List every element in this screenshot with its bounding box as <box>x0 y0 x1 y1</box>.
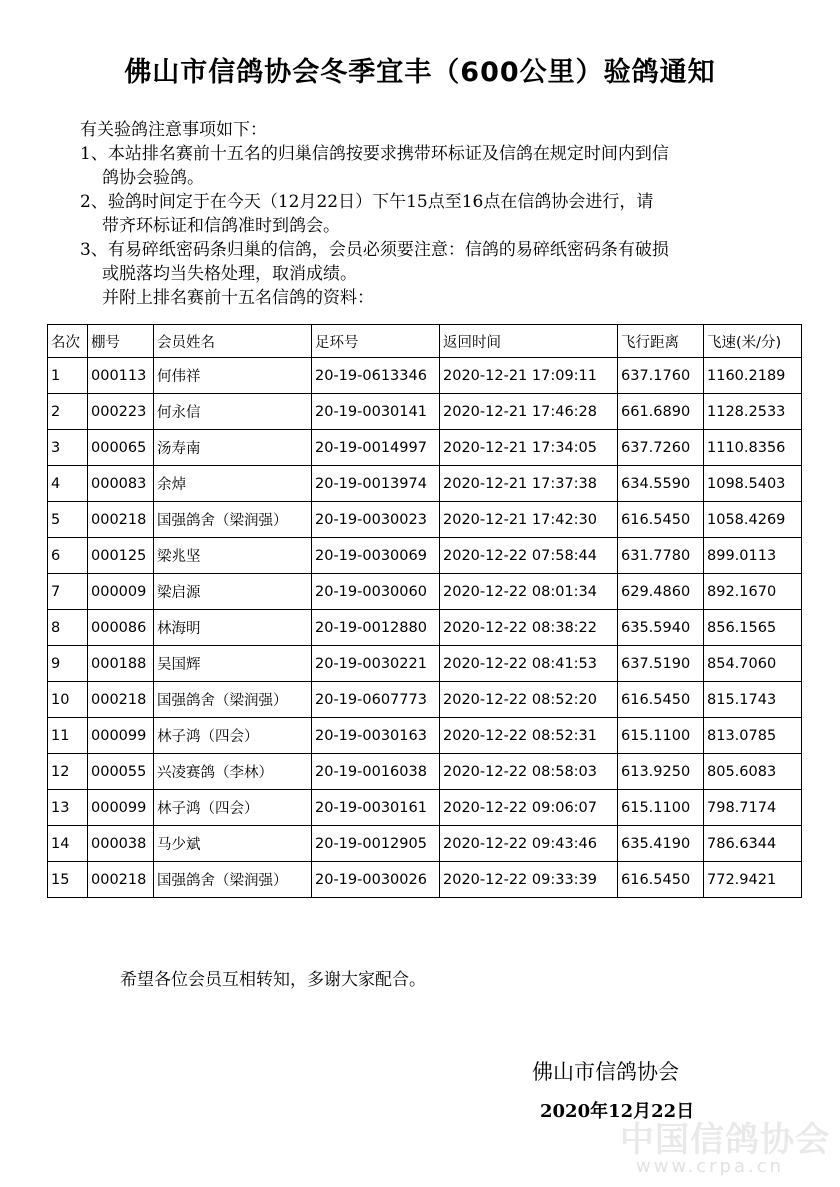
header-rank: 名次 <box>48 325 88 358</box>
rank-cell: 15 <box>48 862 88 898</box>
header-distance: 飞行距离 <box>618 325 704 358</box>
distance-cell: 637.5190 <box>618 646 704 682</box>
table-row <box>48 610 802 646</box>
distance-cell: 631.7780 <box>618 538 704 574</box>
return-time-cell: 2020-12-22 09:43:46 <box>440 826 618 862</box>
table-row <box>48 466 802 502</box>
distance-cell: 616.5450 <box>618 862 704 898</box>
return-time-cell: 2020-12-22 08:41:53 <box>440 646 618 682</box>
member-name-cell: 国强鸽舍（梁润强） <box>154 502 312 538</box>
return-time-cell: 2020-12-22 08:01:34 <box>440 574 618 610</box>
distance-cell: 634.5590 <box>618 466 704 502</box>
member-name-cell: 林子鸿（四会） <box>154 718 312 754</box>
page-title: 佛山市信鸽协会冬季宜丰（600公里）验鸽通知 <box>124 57 716 88</box>
member-name-cell: 国强鸽舍（梁润强） <box>154 862 312 898</box>
header-loft-no: 棚号 <box>88 325 154 358</box>
speed-cell: 892.1670 <box>704 574 802 610</box>
watermark-name: 中国信鸽协会 <box>620 1120 830 1160</box>
speed-cell: 772.9421 <box>704 862 802 898</box>
speed-cell: 856.1565 <box>704 610 802 646</box>
rank-cell: 12 <box>48 754 88 790</box>
speed-cell: 854.7060 <box>704 646 802 682</box>
header-member-name: 会员姓名 <box>154 325 312 358</box>
return-time-cell: 2020-12-22 09:33:39 <box>440 862 618 898</box>
member-name-cell: 梁启源 <box>154 574 312 610</box>
speed-cell: 1058.4269 <box>704 502 802 538</box>
distance-cell: 637.7260 <box>618 430 704 466</box>
rank-cell: 11 <box>48 718 88 754</box>
distance-cell: 616.5450 <box>618 502 704 538</box>
ring-no-cell: 20-19-0030060 <box>312 574 440 610</box>
distance-cell: 635.4190 <box>618 826 704 862</box>
ring-no-cell: 20-19-0030161 <box>312 790 440 826</box>
rank-cell: 7 <box>48 574 88 610</box>
watermark-url: www.crpa.cn <box>636 1156 785 1177</box>
notice-item-3-line-2: 或脱落均当失格处理，取消成绩。 <box>102 264 357 284</box>
ring-no-cell: 20-19-0016038 <box>312 754 440 790</box>
member-name-cell: 马少斌 <box>154 826 312 862</box>
return-time-cell: 2020-12-22 08:58:03 <box>440 754 618 790</box>
table-row <box>48 538 802 574</box>
notice-body <box>50 118 790 310</box>
return-time-cell: 2020-12-21 17:42:30 <box>440 502 618 538</box>
loft-no-cell: 000218 <box>88 862 154 898</box>
member-name-cell: 林海明 <box>154 610 312 646</box>
member-name-cell: 吴国辉 <box>154 646 312 682</box>
table-row <box>48 790 802 826</box>
notice-item-1-line-1: 1、本站排名赛前十五名的归巢信鸽按要求携带环标证及信鸽在规定时间内到信 <box>80 144 669 164</box>
speed-cell: 1160.2189 <box>704 358 802 394</box>
return-time-cell: 2020-12-21 17:34:05 <box>440 430 618 466</box>
table-row <box>48 826 802 862</box>
table-row <box>48 502 802 538</box>
ring-no-cell: 20-19-0012905 <box>312 826 440 862</box>
loft-no-cell: 000113 <box>88 358 154 394</box>
speed-cell: 815.1743 <box>704 682 802 718</box>
return-time-cell: 2020-12-21 17:37:38 <box>440 466 618 502</box>
rank-cell: 3 <box>48 430 88 466</box>
table-row <box>48 718 802 754</box>
return-time-cell: 2020-12-22 09:06:07 <box>440 790 618 826</box>
rank-cell: 5 <box>48 502 88 538</box>
loft-no-cell: 000038 <box>88 826 154 862</box>
notice-item-1-line-2: 鸽协会验鸽。 <box>102 168 204 188</box>
loft-no-cell: 000083 <box>88 466 154 502</box>
rank-cell: 13 <box>48 790 88 826</box>
member-name-cell: 何永信 <box>154 394 312 430</box>
rank-cell: 4 <box>48 466 88 502</box>
member-name-cell: 汤寿南 <box>154 430 312 466</box>
rank-cell: 8 <box>48 610 88 646</box>
notice-intro: 有关验鸽注意事项如下： <box>80 120 267 140</box>
speed-cell: 899.0113 <box>704 538 802 574</box>
table-row <box>48 754 802 790</box>
loft-no-cell: 000055 <box>88 754 154 790</box>
ring-no-cell: 20-19-0030026 <box>312 862 440 898</box>
rank-cell: 6 <box>48 538 88 574</box>
rank-cell: 2 <box>48 394 88 430</box>
member-name-cell: 国强鸽舍（梁润强） <box>154 682 312 718</box>
distance-cell: 616.5450 <box>618 682 704 718</box>
signature-org: 佛山市信鸽协会 <box>532 1060 679 1084</box>
table-row <box>48 394 802 430</box>
ring-no-cell: 20-19-0030069 <box>312 538 440 574</box>
notice-item-3-line-1: 3、有易碎纸密码条归巢的信鸽，会员必须要注意：信鸽的易碎纸密码条有破损 <box>80 240 669 260</box>
notice-appendix: 并附上排名赛前十五名信鸽的资料： <box>102 288 374 308</box>
loft-no-cell: 000218 <box>88 502 154 538</box>
rank-cell: 14 <box>48 826 88 862</box>
distance-cell: 613.9250 <box>618 754 704 790</box>
ring-no-cell: 20-19-0030023 <box>312 502 440 538</box>
member-name-cell: 林子鸿（四会） <box>154 790 312 826</box>
return-time-cell: 2020-12-22 07:58:44 <box>440 538 618 574</box>
ring-no-cell: 20-19-0030163 <box>312 718 440 754</box>
results-table <box>47 324 802 898</box>
speed-cell: 805.6083 <box>704 754 802 790</box>
header-return-time: 返回时间 <box>440 325 618 358</box>
ring-no-cell: 20-19-0613346 <box>312 358 440 394</box>
ring-no-cell: 20-19-0013974 <box>312 466 440 502</box>
return-time-cell: 2020-12-22 08:52:31 <box>440 718 618 754</box>
distance-cell: 615.1100 <box>618 790 704 826</box>
header-speed: 飞速(米/分) <box>704 325 802 358</box>
loft-no-cell: 000188 <box>88 646 154 682</box>
ring-no-cell: 20-19-0030221 <box>312 646 440 682</box>
signature-date: 2020年12月22日 <box>540 1101 695 1122</box>
return-time-cell: 2020-12-21 17:46:28 <box>440 394 618 430</box>
distance-cell: 661.6890 <box>618 394 704 430</box>
loft-no-cell: 000009 <box>88 574 154 610</box>
speed-cell: 813.0785 <box>704 718 802 754</box>
speed-cell: 1098.5403 <box>704 466 802 502</box>
return-time-cell: 2020-12-22 08:52:20 <box>440 682 618 718</box>
notice-item-2-line-2: 带齐环标证和信鸽准时到鸽会。 <box>102 216 340 236</box>
return-time-cell: 2020-12-22 08:38:22 <box>440 610 618 646</box>
member-name-cell: 梁兆坚 <box>154 538 312 574</box>
closing-note: 希望各位会员互相转知，多谢大家配合。 <box>120 970 426 990</box>
loft-no-cell: 000099 <box>88 790 154 826</box>
speed-cell: 798.7174 <box>704 790 802 826</box>
table-row <box>48 646 802 682</box>
member-name-cell: 余焯 <box>154 466 312 502</box>
rank-cell: 10 <box>48 682 88 718</box>
table-row <box>48 682 802 718</box>
distance-cell: 635.5940 <box>618 610 704 646</box>
distance-cell: 615.1100 <box>618 718 704 754</box>
distance-cell: 637.1760 <box>618 358 704 394</box>
member-name-cell: 兴凌赛鸽（李林） <box>154 754 312 790</box>
ring-no-cell: 20-19-0012880 <box>312 610 440 646</box>
header-ring-no: 足环号 <box>312 325 440 358</box>
rank-cell: 9 <box>48 646 88 682</box>
loft-no-cell: 000086 <box>88 610 154 646</box>
ring-no-cell: 20-19-0014997 <box>312 430 440 466</box>
return-time-cell: 2020-12-21 17:09:11 <box>440 358 618 394</box>
notice-item-2-line-1: 2、验鸽时间定于在今天（12月22日）下午15点至16点在信鸽协会进行，请 <box>80 192 654 212</box>
table-row <box>48 430 802 466</box>
table-header-row <box>48 325 802 358</box>
loft-no-cell: 000065 <box>88 430 154 466</box>
ring-no-cell: 20-19-0030141 <box>312 394 440 430</box>
speed-cell: 786.6344 <box>704 826 802 862</box>
ring-no-cell: 20-19-0607773 <box>312 682 440 718</box>
distance-cell: 629.4860 <box>618 574 704 610</box>
speed-cell: 1110.8356 <box>704 430 802 466</box>
table-row <box>48 574 802 610</box>
loft-no-cell: 000223 <box>88 394 154 430</box>
loft-no-cell: 000099 <box>88 718 154 754</box>
loft-no-cell: 000125 <box>88 538 154 574</box>
loft-no-cell: 000218 <box>88 682 154 718</box>
table-row <box>48 862 802 898</box>
speed-cell: 1128.2533 <box>704 394 802 430</box>
rank-cell: 1 <box>48 358 88 394</box>
table-row <box>48 358 802 394</box>
member-name-cell: 何伟祥 <box>154 358 312 394</box>
